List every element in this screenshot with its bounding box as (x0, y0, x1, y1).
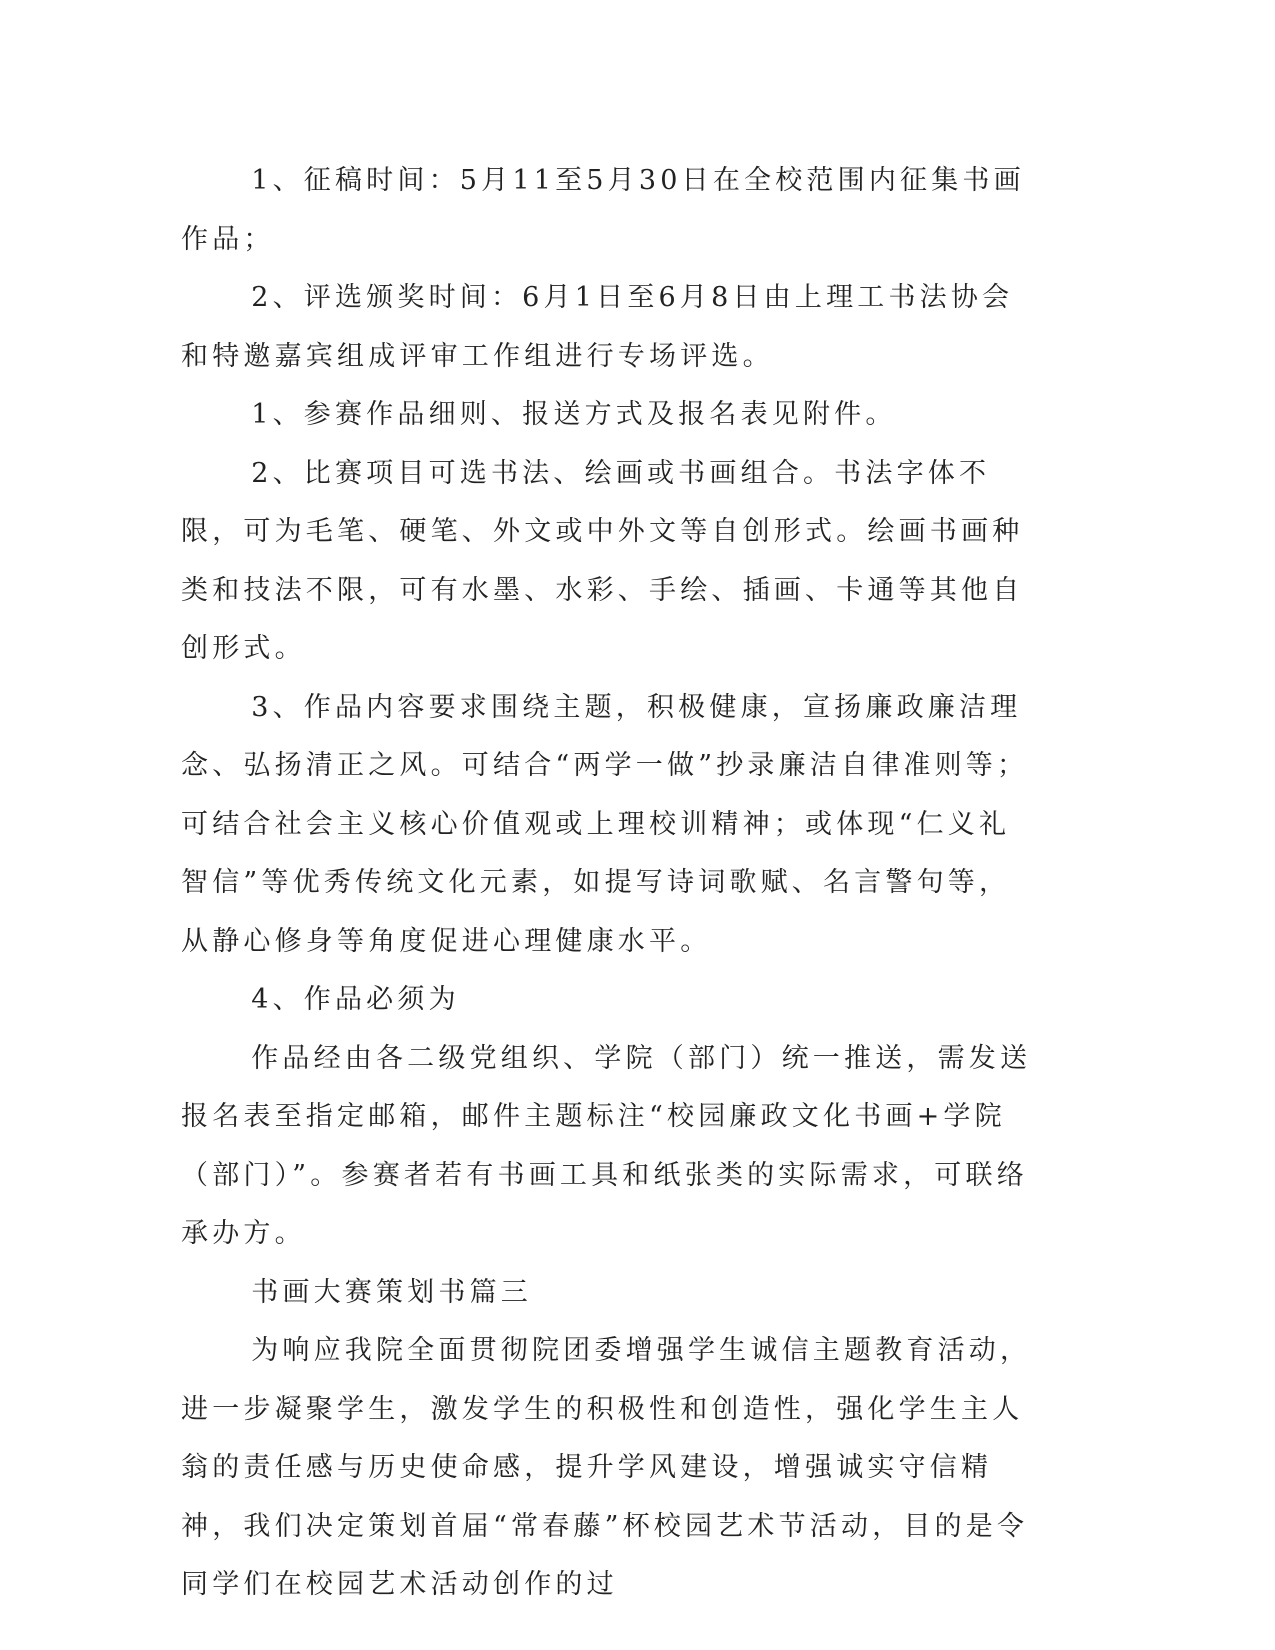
paragraph-introduction: 为响应我院全面贯彻院团委增强学生诚信主题教育活动，进一步凝聚学生，激发学生的积极性和创造性，强化学生主人翁的责任感与历史使命感，提升学风建设，增强诚实守信精神，我们决定策划首届“常春藤”杯校园艺术节活动，目的是令同学们在校园艺术活动创作的过 (181, 1335, 1032, 1600)
paragraph-work-requirements: 4、作品必须为 (251, 984, 460, 1015)
paragraph-judging-period: 2、评选颁奖时间：6月1日至6月8日由上理工书法协会和特邀嘉宾组成评审工作组进行专场评选。 (181, 282, 1014, 372)
document-body (181, 152, 1041, 1615)
paragraph-submission-period: 1、征稿时间：5月11至5月30日在全校范围内征集书画作品； (181, 165, 1025, 255)
paragraph-categories: 2、比赛项目可选书法、绘画或书画组合。书法字体不限，可为毛笔、硬笔、外文或中外文等自创形式。绘画书画种类和技法不限，可有水墨、水彩、手绘、插画、卡通等其他自创形式。 (181, 457, 1024, 664)
paragraph-submission-method: 作品经由各二级党组织、学院（部门）统一推送，需发送报名表至指定邮箱，邮件主题标注“校园廉政文化书画+学院（部门）”。参赛者若有书画工具和纸张类的实际需求，可联络承办方。 (181, 1042, 1032, 1249)
paragraph-content-requirements: 3、作品内容要求围绕主题，积极健康，宣扬廉政廉洁理念、弘扬清正之风。可结合“两学一做”抄录廉洁自律准则等；可结合社会主义核心价值观或上理校训精神；或体现“仁义礼智信”等优秀传统文化元素，如提写诗词歌赋、名言警句等，从静心修身等角度促进心理健康水平。 (181, 691, 1029, 957)
paragraph-entry-rules: 1、参赛作品细则、报送方式及报名表见附件。 (251, 399, 897, 430)
section-heading: 书画大赛策划书篇三 (251, 1276, 532, 1308)
